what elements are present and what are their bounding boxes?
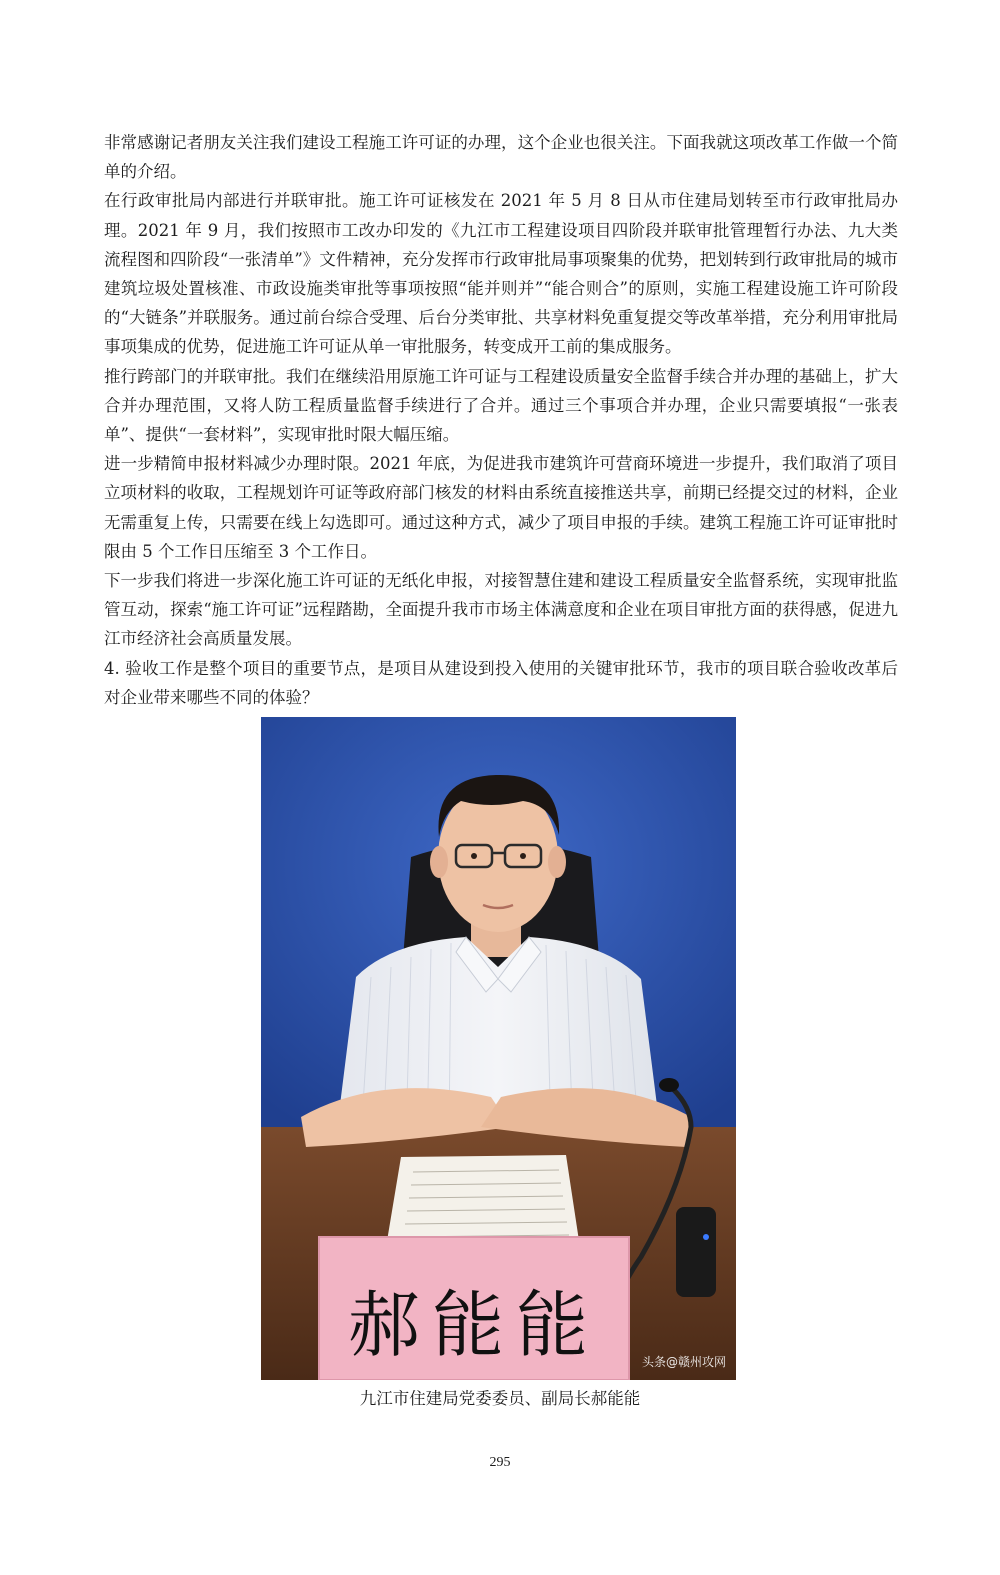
nameplate-name: 郝能能 xyxy=(347,1283,600,1367)
official-portrait-photo xyxy=(261,717,736,1380)
paragraph: 在行政审批局内部进行并联审批。施工许可证核发在 2021 年 5 月 8 日从市住建局划转至市行政审批局办理。2021 年 9 月，我们按照市工改办印发的《九江市工程建设项目四阶段并联审批管理暂行办法、九大类流程图和四阶段“一张清单”》文件精神，充分发挥市行政审批局事项聚集的优势，把划转到行政审批局的城市建筑垃圾处置核准、市政设施类审批等事项按照“能并则并”“能合则合”的原则，实施工程建设施工许可阶段的“大链条”并联服务。通过前台综合受理、后台分类审批、共享材料免重复提交等改革举措，充分利用审批局事项集成的优势，促进施工许可证从单一审批服务，转变成开工前的集成服务。 xyxy=(104,191,898,357)
page-number: 295 xyxy=(489,1455,511,1470)
paragraph: 进一步精简申报材料减少办理时限。2021 年底，为促进我市建筑许可营商环境进一步提升，我们取消了项目立项材料的收取，工程规划许可证等政府部门核发的材料由系统直接推送共享，前期已经提交过的材料，企业无需重复上传，只需要在线上勾选即可。通过这种方式，减少了项目申报的手续。建筑工程施工许可证审批时限由 5 个工作日压缩至 3 个工作日。 xyxy=(104,454,898,561)
question-paragraph: 4. 验收工作是整个项目的重要节点，是项目从建设到投入使用的关键审批环节，我市的项目联合验收改革后对企业带来哪些不同的体验？ xyxy=(104,658,898,707)
article-text xyxy=(104,128,898,712)
paragraph: 非常感谢记者朋友关注我们建设工程施工许可证的办理，这个企业也很关注。下面我就这项改革工作做一个简单的介绍。 xyxy=(104,133,898,182)
photo-caption: 九江市住建局党委委员、副局长郝能能 xyxy=(359,1389,641,1408)
paragraph: 推行跨部门的并联审批。我们在继续沿用原施工许可证与工程建设质量安全监督手续合并办理的基础上，扩大合并办理范围，又将人防工程质量监督手续进行了合并。通过三个事项合并办理，企业只需要填报“一张表单”、提供“一套材料”，实现审批时限大幅压缩。 xyxy=(104,366,898,445)
paragraph: 下一步我们将进一步深化施工许可证的无纸化申报，对接智慧住建和建设工程质量安全监督系统，实现审批监管互动，探索“施工许可证”远程踏勘，全面提升我市市场主体满意度和企业在项目审批方面的获得感，促进九江市经济社会高质量发展。 xyxy=(104,571,898,649)
microphone-base xyxy=(676,1207,716,1297)
photo-watermark: 头条@赣州攻网 xyxy=(641,1355,726,1369)
